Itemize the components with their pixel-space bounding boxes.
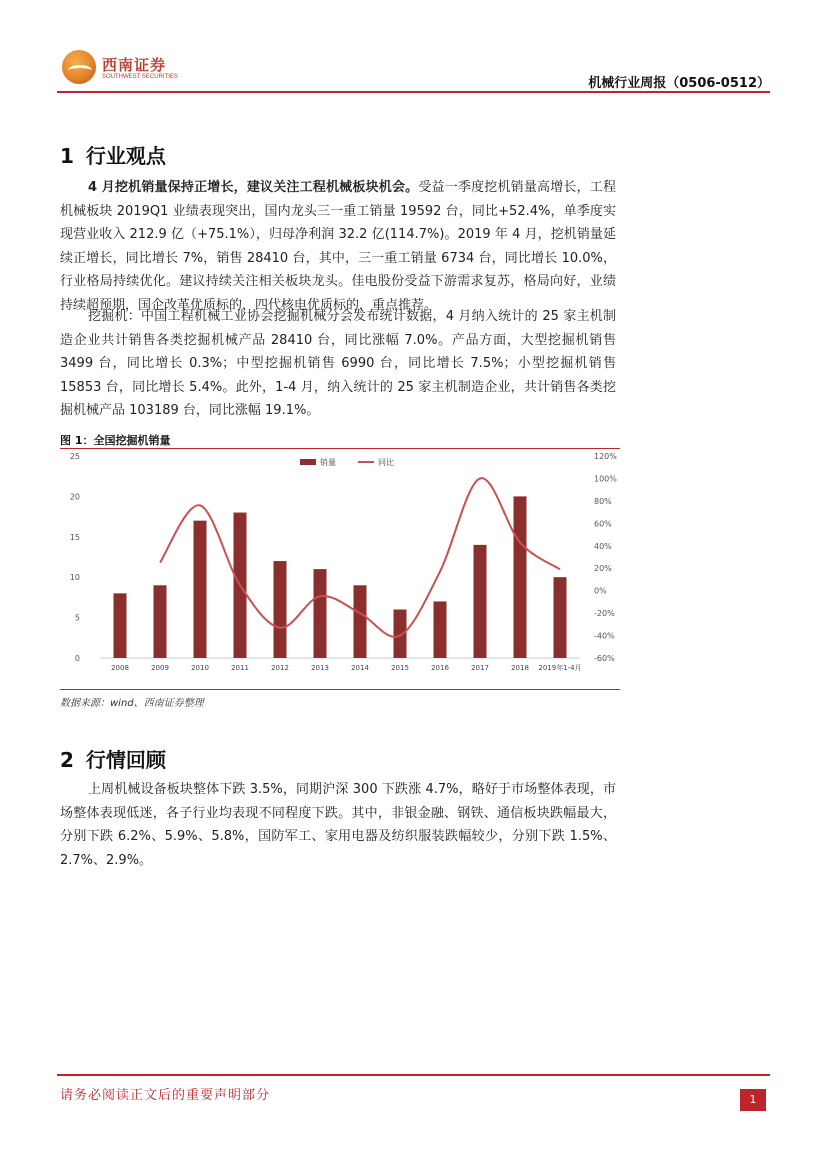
section-2-title: 行情回顾 <box>85 748 166 772</box>
report-title: 机械行业周报（0506-0512） <box>588 76 770 91</box>
bar-sales <box>154 585 167 658</box>
legend-label-yoy: 同比 <box>378 458 394 467</box>
section-1-number: 1 <box>60 144 74 168</box>
legend-swatch-sales <box>300 459 316 465</box>
bar-sales <box>274 561 287 658</box>
logo-english-name: SOUTHWEST SECURITIES <box>102 74 178 80</box>
figure-top-rule <box>60 448 620 449</box>
bar-sales <box>514 496 527 658</box>
figure-source-note: 数据来源：wind、西南证券整理 <box>60 698 204 709</box>
left-axis-tick-label: 15 <box>69 532 80 542</box>
footer-divider <box>57 1074 770 1076</box>
figure-bottom-rule <box>60 689 620 690</box>
bar-sales <box>114 593 127 658</box>
excavator-sales-chart <box>60 450 620 690</box>
left-axis-tick-label: 25 <box>69 452 80 461</box>
header-divider <box>57 91 770 93</box>
right-axis-tick-label: 120% <box>594 452 617 461</box>
x-axis-tick-label: 2016 <box>431 664 449 672</box>
right-axis-tick-label: 20% <box>594 564 612 574</box>
logo-chinese-name: 西南证券 <box>102 56 167 74</box>
left-axis-tick-label: 20 <box>69 492 80 502</box>
right-axis-tick-label: -60% <box>594 654 615 663</box>
x-axis-tick-label: 2011 <box>231 664 249 672</box>
bar-sales <box>474 545 487 658</box>
company-logo <box>62 50 182 86</box>
section-1-title: 行业观点 <box>85 144 166 168</box>
logo-emblem <box>62 50 96 84</box>
section-1-paragraph-2: 挖掘机：中国工程机械工业协会挖掘机械分会发布统计数据，4 月纳入统计的 25 家主机制造企业共计销售各类挖掘机械产品 28410 台，同比涨幅 7.0%。产品方面，大型挖掘机销售 3499 台，同比增长 0.3%；中型挖掘机销售 6990 台，同比增长 7.5%；小型挖掘机销售 15853 台，同比增长 5.4%。此外，1-4 月，纳入统计的 25 家主机制造企业，共计销售各类挖掘机械产品 103189 台，同比涨幅 19.1%。 <box>60 309 616 418</box>
right-axis-tick-label: 80% <box>594 496 612 506</box>
legend-label-sales: 销量 <box>320 458 336 467</box>
x-axis-tick-label: 2019年1-4月 <box>538 664 582 672</box>
right-axis-tick-label: 100% <box>594 474 617 484</box>
section-1-paragraph-1 <box>60 176 616 317</box>
section-2-paragraph-1: 上周机械设备板块整体下跌 3.5%，同期沪深 300 下跌涨 4.7%，略好于市场整体表现，市场整体表现低迷，各子行业均表现不同程度下跌。其中，非银金融、钢铁、通信板块跌幅最大，分别下跌 6.2%、5.9%、5.8%，国防军工、家用电器及纺织服装跌幅较少，分别下跌 1.5%、2.7%、2.9%。 <box>60 782 616 868</box>
page-number-badge: 1 <box>740 1089 766 1111</box>
bar-sales <box>554 577 567 658</box>
bar-sales <box>434 601 447 658</box>
footer-disclaimer: 请务必阅读正文后的重要声明部分 <box>60 1088 271 1103</box>
x-axis-tick-label: 2009 <box>151 664 169 672</box>
bar-sales <box>394 610 407 658</box>
left-axis-tick-label: 0 <box>74 654 80 663</box>
bar-sales <box>194 521 207 658</box>
figure-caption: 图 1：全国挖掘机销量 <box>60 434 171 447</box>
section-1-lead: 4 月挖机销量保持正增长，建议关注工程机械板块机会。 <box>88 180 419 195</box>
right-axis-tick-label: 60% <box>594 519 612 529</box>
x-axis-tick-label: 2010 <box>191 664 209 672</box>
bar-sales <box>314 569 327 658</box>
section-1-heading <box>60 140 166 169</box>
section-2-heading <box>60 744 166 773</box>
right-axis-tick-label: 0% <box>594 586 607 596</box>
x-axis-tick-label: 2008 <box>111 664 129 672</box>
left-axis-tick-label: 5 <box>74 613 80 623</box>
left-axis-tick-label: 10 <box>69 573 80 583</box>
x-axis-tick-label: 2012 <box>271 664 289 672</box>
right-axis-tick-label: 40% <box>594 541 612 551</box>
section-1-body: 受益一季度挖机销量高增长，工程机械板块 2019Q1 业绩表现突出，国内龙头三一重工销量 19592 台，同比+52.4%，单季度实现营业收入 212.9 亿（+75.1%），归母净利润 32.2 亿(114.7%)。2019 年 4 月，挖机销量延续正增长，同比增长 7%，销售 28410 台，其中，三一重工销量 6734 台，同比增长 10.0%，行业格局持续优化。建议持续关注相关板块龙头。佳电股份受益下游需求复苏，格局向好，业绩持续超预期，国企改革优质标的，四代核电优质标的，重点推荐。 <box>60 180 616 313</box>
line-yoy-growth <box>160 478 560 637</box>
section-2-number: 2 <box>60 748 74 772</box>
x-axis-tick-label: 2018 <box>511 664 529 672</box>
x-axis-tick-label: 2014 <box>351 664 369 672</box>
x-axis-tick-label: 2015 <box>391 664 409 672</box>
x-axis-tick-label: 2013 <box>311 664 329 672</box>
bar-sales <box>354 585 367 658</box>
right-axis-tick-label: -20% <box>594 609 615 619</box>
x-axis-tick-label: 2017 <box>471 664 489 672</box>
right-axis-tick-label: -40% <box>594 631 615 641</box>
